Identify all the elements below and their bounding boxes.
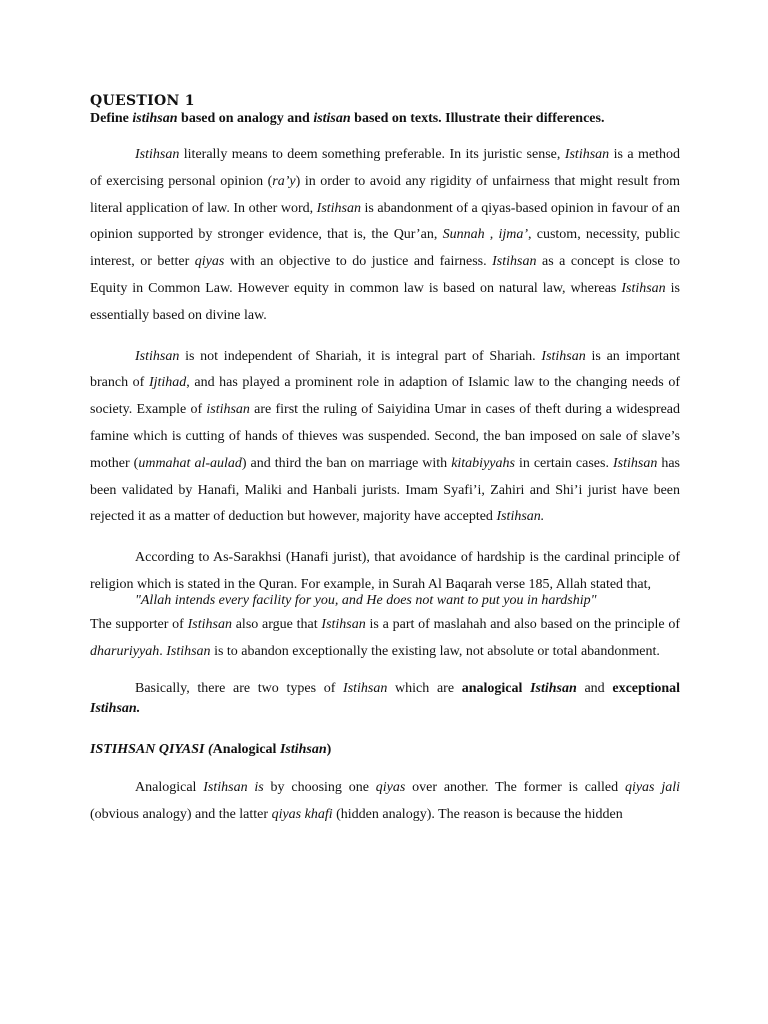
question-prompt: Define istihsan based on analogy and istisan based on texts. Illustrate their differences.: [90, 111, 605, 126]
paragraph-analogical: Analogical Istihsan is by choosing one qiyas over another. The former is called qiyas jali (obvious analogy) and the latter qiyas khafi (hidden analogy). The reason is because the hidden: [90, 779, 680, 822]
paragraph-definition: Istihsan literally means to deem something preferable. In its juristic sense, Istihsan is a method of exercising personal opinion (ra’y) in order to avoid any rigidity of unfairness that might result from literal application of law. In other word, Istihsan is abandonment of a qiyas-based opinion in favour of an opinion supported by stronger evidence, that is, the Qur’an, Sunnah , ijma’, custom, necessity, public interest, or better qiyas with an objective to do justice and fairness. Istihsan as a concept is close to Equity in Common Law. However equity in common law is based on natural law, whereas Istihsan is essentially based on divine law.: [90, 147, 681, 323]
document-page: [90, 92, 680, 842]
section-heading-qiyasi: ISTIHSAN QIYASI (Analogical Istihsan): [90, 741, 332, 757]
question-number: QUESTION 1: [90, 93, 195, 109]
paragraph-types: Basically, there are two types of Istihsan which are analogical Istihsan and exceptional Istihsan.: [90, 680, 681, 716]
quran-quote: "Allah intends every facility for you, and He does not want to put you in hardship": [135, 592, 597, 608]
paragraph-shariah: Istihsan is not independent of Shariah, it is integral part of Shariah. Istihsan is an important branch of Ijtihad, and has played a prominent role in adaption of Islamic law to the changing needs of society. Example of istihsan are first the ruling of Saiyidina Umar in cases of theft during a widespread famine which is cutting of hands of thieves was suspended. Second, the ban imposed on sale of slave’s mother (ummahat al-aulad) and third the ban on marriage with kitabiyyahs in certain cases. Istihsan has been validated by Hanafi, Maliki and Hanbali jurists. Imam Syafi’i, Zahiri and Shi’i jurist have been rejected it as a matter of deduction but however, majority have accepted Istihsan.: [90, 348, 680, 525]
paragraph-supporters: The supporter of Istihsan also argue that Istihsan is a part of maslahah and also based on the principle of dharuriyyah. Istihsan is to abandon exceptionally the existing law, not absolute or total abandonment.: [90, 616, 680, 659]
paragraph-sarakhsi: According to As-Sarakhsi (Hanafi jurist), that avoidance of hardship is the cardinal principle of religion which is stated in the Quran. For example, in Surah Al Baqarah verse 185, Allah stated that,: [90, 550, 680, 592]
